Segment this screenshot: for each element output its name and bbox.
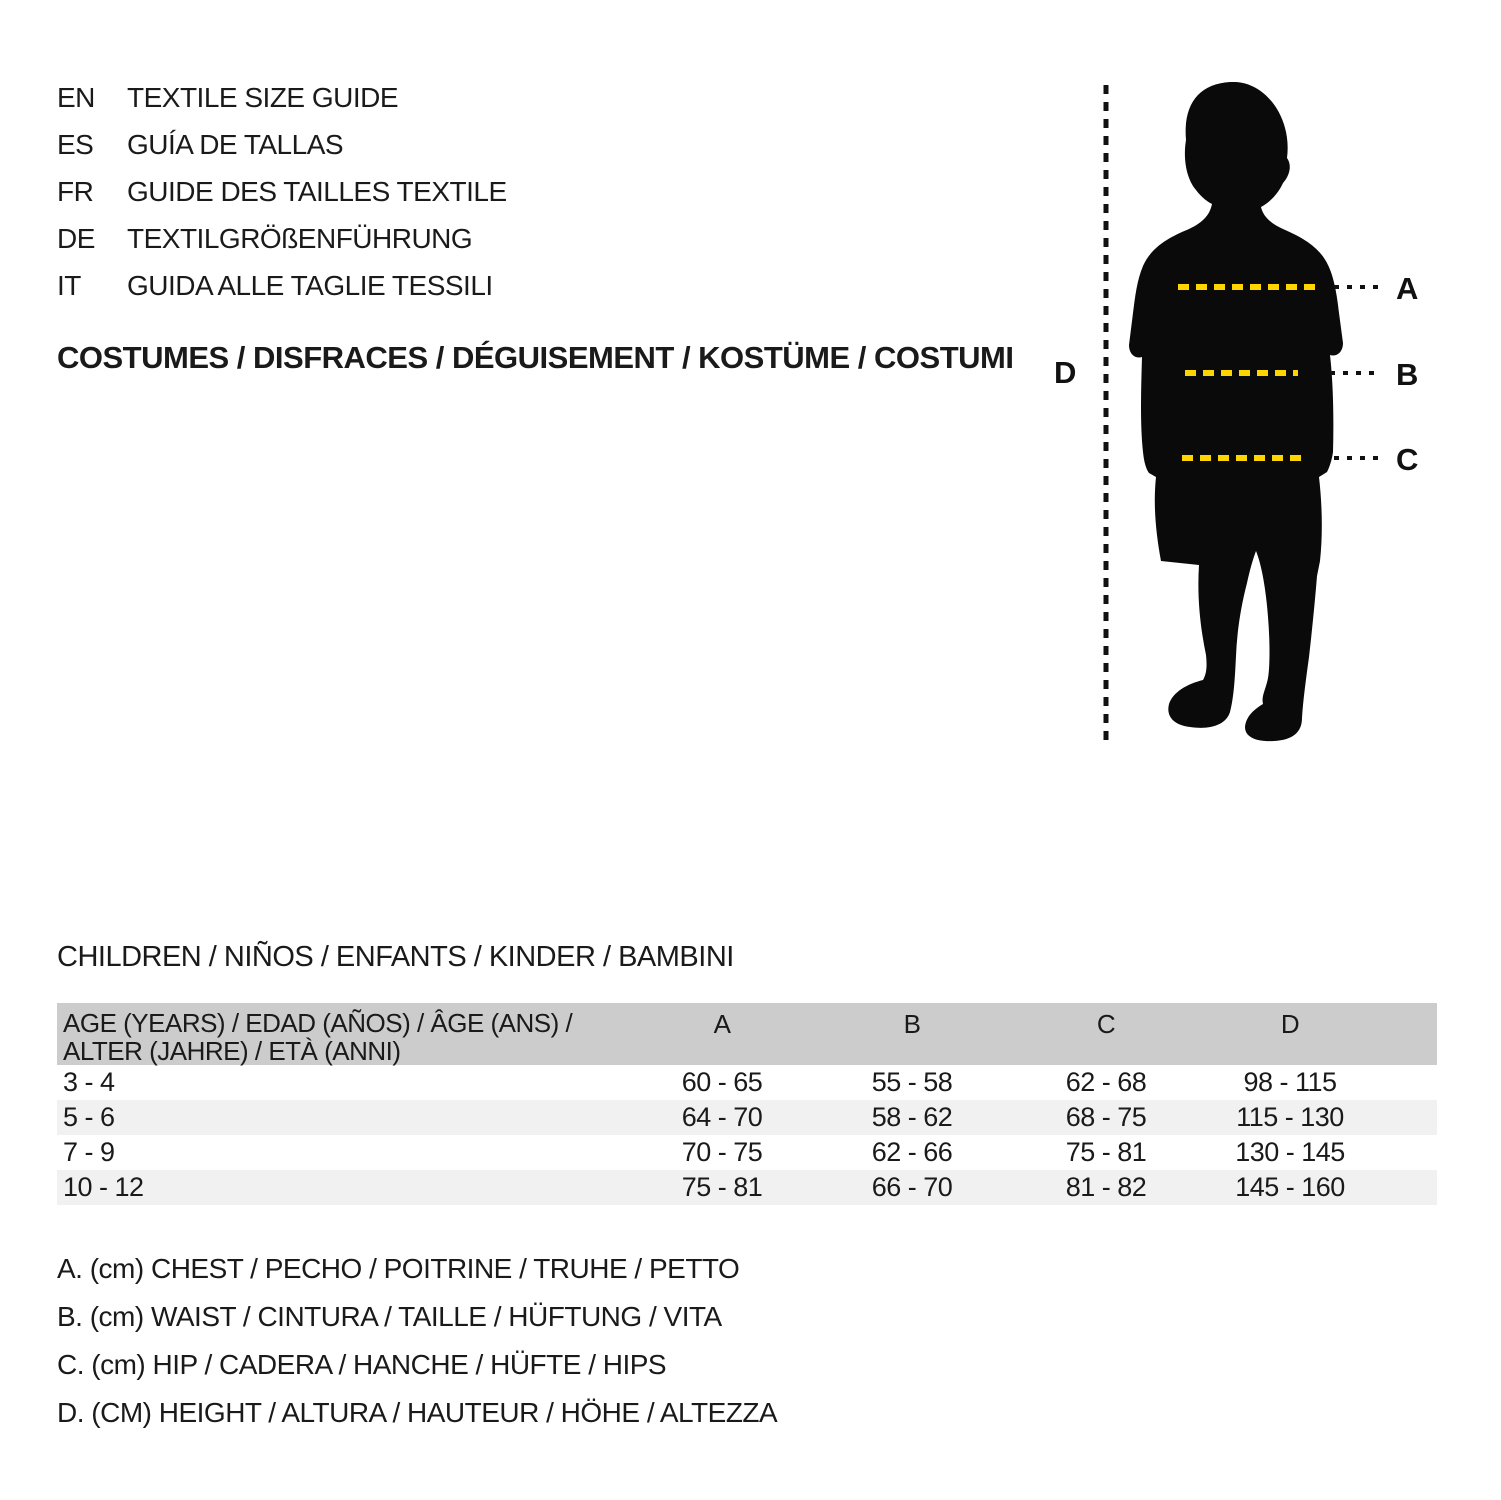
age-cell: 7 - 9 <box>63 1137 115 1167</box>
size-figure-svg <box>1040 60 1501 770</box>
chest-cell: 64 - 70 <box>681 1102 763 1132</box>
child-silhouette-icon <box>1129 82 1343 741</box>
table-row <box>57 1065 1437 1100</box>
table-row <box>57 1170 1437 1205</box>
table-header-row <box>57 1003 1437 1065</box>
hip-cell: 81 - 82 <box>1065 1172 1147 1202</box>
chest-cell: 75 - 81 <box>681 1172 763 1202</box>
language-guide-label: TEXTILE SIZE GUIDE <box>127 81 399 113</box>
age-cell: 10 - 12 <box>63 1172 144 1202</box>
chest-cell: 60 - 65 <box>681 1067 763 1097</box>
age-column-header <box>57 1003 627 1065</box>
language-code: EN <box>57 81 95 113</box>
waist-cell: 66 - 70 <box>871 1172 953 1202</box>
language-code: DE <box>57 222 95 254</box>
height-cell: 145 - 160 <box>1235 1172 1345 1202</box>
waist-cell: 58 - 62 <box>871 1102 953 1132</box>
legend-waist: B. (cm) WAIST / CINTURA / TAILLE / HÜFTUNG / VITA <box>57 1301 722 1332</box>
age-header-line1: AGE (YEARS) / EDAD (AÑOS) / ÂGE (ANS) / <box>63 1008 573 1038</box>
legend-chest: A. (cm) CHEST / PECHO / POITRINE / TRUHE / PETTO <box>57 1253 740 1284</box>
chest-label-a: A <box>1396 271 1419 306</box>
waist-cell: 55 - 58 <box>871 1067 953 1097</box>
hip-cell: 68 - 75 <box>1065 1102 1147 1132</box>
children-section-title: CHILDREN / NIÑOS / ENFANTS / KINDER / BAMBINI <box>57 941 734 973</box>
table-row <box>57 1100 1437 1135</box>
language-guide-label: TEXTILGRÖßENFÜHRUNG <box>127 222 473 254</box>
height-cell: 115 - 130 <box>1236 1102 1344 1132</box>
children-size-table <box>57 1003 1437 1205</box>
height-label-d: D <box>1054 355 1077 390</box>
language-guide-label: GUIDA ALLE TAGLIE TESSILI <box>127 269 493 301</box>
category-title: COSTUMES / DISFRACES / DÉGUISEMENT / KOSTÜME / COSTUMI <box>57 340 1014 375</box>
language-row-es <box>57 121 507 168</box>
language-guide-label: GUIDE DES TAILLES TEXTILE <box>127 175 507 207</box>
language-guide-list <box>57 74 507 309</box>
language-code: ES <box>57 128 94 160</box>
age-header-line2: ALTER (JAHRE) / ETÀ (ANNI) <box>63 1036 401 1066</box>
column-header-b: B <box>903 1009 921 1039</box>
table-row <box>57 1135 1437 1170</box>
waist-cell: 62 - 66 <box>871 1137 953 1167</box>
age-cell: 3 - 4 <box>63 1067 115 1097</box>
legend-hip: C. (cm) HIP / CADERA / HANCHE / HÜFTE / HIPS <box>57 1349 667 1380</box>
language-row-it <box>57 262 507 309</box>
column-header-d: D <box>1280 1009 1300 1039</box>
chest-cell: 70 - 75 <box>681 1137 763 1167</box>
column-header-a: A <box>713 1009 731 1039</box>
waist-label-b: B <box>1396 357 1419 392</box>
hip-cell: 62 - 68 <box>1065 1067 1147 1097</box>
language-code: IT <box>57 269 81 301</box>
language-guide-label: GUÍA DE TALLAS <box>127 128 344 160</box>
language-row-en <box>57 74 507 121</box>
height-cell: 130 - 145 <box>1235 1137 1345 1167</box>
size-figure <box>1040 60 1501 770</box>
language-row-de <box>57 215 507 262</box>
age-cell: 5 - 6 <box>63 1102 115 1132</box>
measurement-legend <box>57 1245 777 1437</box>
language-row-fr <box>57 168 507 215</box>
column-header-c: C <box>1096 1009 1116 1039</box>
language-code: FR <box>57 175 94 207</box>
height-cell: 98 - 115 <box>1243 1067 1337 1097</box>
hip-label-c: C <box>1396 442 1419 477</box>
legend-height: D. (CM) HEIGHT / ALTURA / HAUTEUR / HÖHE / ALTEZZA <box>57 1397 778 1428</box>
hip-cell: 75 - 81 <box>1065 1137 1147 1167</box>
